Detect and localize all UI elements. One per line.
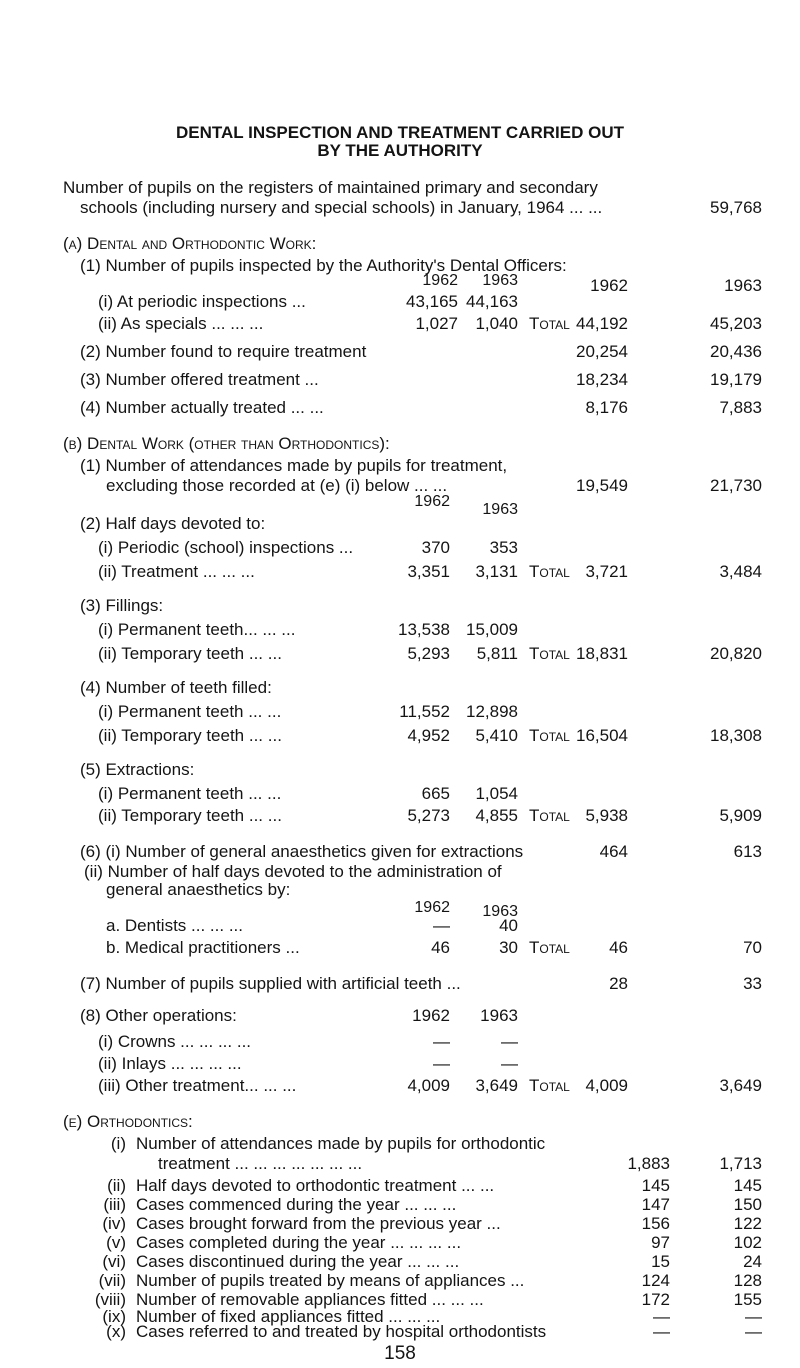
- b-q2-total-1963: 3,484: [719, 562, 762, 581]
- section-b-heading: (b) Dental Work (other than Orthodontics):: [63, 434, 390, 453]
- e-row-label: Half days devoted to orthodontic treatment ... ...: [136, 1176, 495, 1195]
- b-q5-total-label: Total: [529, 806, 570, 825]
- section-a-heading: (a) Dental and Orthodontic Work:: [63, 234, 317, 253]
- b-q2-i-1962: 370: [421, 538, 450, 557]
- e-row-1962: —: [653, 1306, 670, 1326]
- b-q8-ii-label: (ii) Inlays ... ... ... ...: [98, 1054, 242, 1073]
- e-row-label: Cases completed during the year ... ... ... ...: [136, 1232, 462, 1252]
- a-i-label: (i) At periodic inspections ...: [98, 292, 306, 311]
- a-total-1963: 45,203: [710, 314, 762, 333]
- b-q2-label: (2) Half days devoted to:: [80, 514, 266, 533]
- a-col-1962: 1962: [422, 272, 458, 289]
- page-number: 158: [384, 1343, 416, 1364]
- b-q4-total-label: Total: [529, 726, 570, 745]
- b-q4-ii-label: (ii) Temporary teeth ... ...: [98, 726, 282, 745]
- b-q7-1963: 33: [743, 974, 762, 993]
- e-row-label: Number of fixed appliances fitted ... ... ...: [136, 1306, 441, 1326]
- a-q3-1963: 19,179: [710, 370, 762, 389]
- b-q5-i-1962: 665: [421, 784, 450, 803]
- b-q6-a-1962: —: [433, 916, 450, 935]
- b-q8-total-1962: 4,009: [585, 1076, 628, 1095]
- e-row-1963: 102: [733, 1232, 762, 1252]
- b-q4-total-1963: 18,308: [710, 726, 762, 745]
- a-q1-label: (1) Number of pupils inspected by the Authority's Dental Officers:: [80, 256, 567, 275]
- e-row-num: (iv): [102, 1213, 126, 1233]
- a-q2-1962: 20,254: [576, 342, 628, 361]
- e-row-1963: 145: [733, 1176, 762, 1195]
- e-row-num: (i): [110, 1134, 126, 1153]
- page-subtitle: BY THE AUTHORITY: [317, 141, 483, 160]
- b-q5-i-1963: 1,054: [475, 784, 518, 803]
- b-q2-ii-1963: 3,131: [475, 562, 518, 581]
- b-q5-ii-1963: 4,855: [475, 806, 518, 825]
- b-q4-ii-1962: 4,952: [407, 726, 450, 745]
- e-row-1962: 172: [641, 1289, 670, 1309]
- intro-value: 59,768: [710, 198, 762, 217]
- b-q6-b-1962: 46: [431, 938, 450, 957]
- e-row-num: (ii): [107, 1176, 126, 1195]
- e-row-1963: 24: [743, 1251, 762, 1271]
- e-row-1962: 1,883: [627, 1154, 670, 1173]
- b-q8-total-label: Total: [529, 1076, 570, 1095]
- b-q1-line-2: excluding those recorded at (e) (i) below ... ...: [106, 476, 448, 495]
- b-q2-i-label: (i) Periodic (school) inspections ...: [98, 538, 354, 557]
- a-q4-label: (4) Number actually treated ... ...: [80, 398, 324, 417]
- e-row-label: Cases discontinued during the year ... ... ...: [136, 1251, 460, 1271]
- b-q4-i-label: (i) Permanent teeth ... ...: [98, 702, 282, 721]
- b-q3-i-label: (i) Permanent teeth... ... ...: [98, 620, 296, 639]
- b-q3-ii-label: (ii) Temporary teeth ... ...: [98, 644, 282, 663]
- a-i-1963: 44,163: [466, 292, 518, 311]
- a-q2-label: (2) Number found to require treatment: [80, 342, 367, 361]
- b-q4-i-1962: 11,552: [399, 702, 450, 721]
- e-row-num: (vii): [98, 1270, 126, 1290]
- a-ii-1963: 1,040: [475, 314, 518, 333]
- b-q8-col-1963: 1963: [480, 1006, 518, 1025]
- b-q5-ii-label: (ii) Temporary teeth ... ...: [98, 806, 282, 825]
- b-col-1962: 1962: [414, 493, 450, 510]
- a-q4-1963: 7,883: [719, 398, 762, 417]
- b-q3-ii-1963: 5,811: [476, 644, 518, 663]
- a-col-1963: 1963: [482, 272, 518, 289]
- b-q8-iii-1963: 3,649: [475, 1076, 518, 1095]
- b-q1-1962: 19,549: [576, 476, 628, 495]
- b-q3-total-1963: 20,820: [710, 644, 762, 663]
- a-ii-label: (ii) As specials ... ... ...: [98, 314, 264, 333]
- b-q6-b-label: b. Medical practitioners ...: [106, 938, 300, 957]
- b-q4-ii-1963: 5,410: [475, 726, 518, 745]
- b-q1-1963: 21,730: [710, 476, 762, 495]
- b-q6-b-1963: 30: [499, 938, 518, 957]
- b-q8-col-1962: 1962: [412, 1006, 450, 1025]
- b-q4-label: (4) Number of teeth filled:: [80, 678, 272, 697]
- a-q4-1962: 8,176: [585, 398, 628, 417]
- b-q6-i-1962: 464: [599, 842, 628, 861]
- b-q3-label: (3) Fillings:: [80, 596, 164, 615]
- b-q6-a-label: a. Dentists ... ... ...: [106, 916, 243, 935]
- e-row-num: (x): [106, 1322, 126, 1341]
- b-q5-label: (5) Extractions:: [80, 760, 195, 779]
- b-q5-total-1963: 5,909: [719, 806, 762, 825]
- b-q8-label: (8) Other operations:: [80, 1006, 237, 1025]
- b-q6-total-1962: 46: [609, 938, 628, 957]
- b-q5-i-label: (i) Permanent teeth ... ...: [98, 784, 282, 803]
- b-col-1963: 1963: [482, 501, 518, 518]
- e-row-label-2: treatment ... ... ... ... ... ... ...: [158, 1154, 363, 1173]
- b-q5-total-1962: 5,938: [585, 806, 628, 825]
- b-q3-i-1963: 15,009: [466, 620, 518, 639]
- e-row-1962: —: [653, 1322, 670, 1341]
- a-total-col-1963: 1963: [724, 276, 762, 295]
- e-row-1963: 1,713: [719, 1154, 762, 1173]
- b-q6-a-1963: 40: [499, 916, 518, 935]
- b-q6-i-1963: 613: [733, 842, 762, 861]
- page-title: DENTAL INSPECTION AND TREATMENT CARRIED OUT: [176, 123, 624, 142]
- e-row-1963: 155: [733, 1289, 762, 1309]
- b-q2-total-1962: 3,721: [585, 562, 628, 581]
- e-row-1962: 124: [641, 1270, 670, 1290]
- a-i-1962: 43,165: [406, 292, 458, 311]
- a-ii-1962: 1,027: [415, 314, 458, 333]
- b-q7-1962: 28: [609, 974, 628, 993]
- e-row-label: Number of removable appliances fitted ... ... ...: [136, 1289, 484, 1309]
- a-q3-label: (3) Number offered treatment ...: [80, 370, 319, 389]
- e-row-num: (ix): [102, 1306, 126, 1326]
- b-q4-total-1962: 16,504: [576, 726, 628, 745]
- e-row-1962: 145: [641, 1176, 670, 1195]
- e-row-num: (vi): [102, 1251, 126, 1271]
- e-row-label: Cases brought forward from the previous year ...: [136, 1213, 501, 1233]
- b-q3-ii-1962: 5,293: [407, 644, 450, 663]
- a-q3-1962: 18,234: [576, 370, 628, 389]
- b-q6-ii-line-2: general anaesthetics by:: [106, 880, 291, 899]
- b-q3-total-1962: 18,831: [576, 644, 628, 663]
- e-row-1962: 15: [651, 1251, 670, 1271]
- b-q6-ii-line-1: (ii) Number of half days devoted to the administration of: [84, 862, 502, 881]
- b-q3-i-1962: 13,538: [398, 620, 450, 639]
- b-q6-total-label: Total: [529, 938, 570, 957]
- b-q7-label: (7) Number of pupils supplied with artificial teeth ...: [80, 974, 461, 993]
- a-q2-1963: 20,436: [710, 342, 762, 361]
- b-q8-total-1963: 3,649: [719, 1076, 762, 1095]
- e-row-1962: 147: [641, 1194, 670, 1214]
- b-q8-ii-1963: —: [501, 1054, 518, 1073]
- e-row-1963: 122: [733, 1213, 762, 1233]
- e-row-1963: 128: [733, 1270, 762, 1290]
- e-row-1962: 156: [641, 1213, 670, 1233]
- b-q2-ii-1962: 3,351: [407, 562, 450, 581]
- b-q8-i-1963: —: [501, 1032, 518, 1051]
- b-q6-i-label: (6) (i) Number of general anaesthetics given for extractions: [80, 842, 524, 861]
- b-q2-total-label: Total: [529, 562, 570, 581]
- a-total-1962: 44,192: [576, 314, 628, 333]
- b-q5-ii-1962: 5,273: [407, 806, 450, 825]
- section-e-heading: (e) Orthodontics:: [63, 1112, 193, 1131]
- e-row-num: (viii): [94, 1289, 126, 1309]
- b-q2-i-1963: 353: [489, 538, 518, 557]
- a-ii-total-label: Total: [529, 314, 570, 333]
- a-total-col-1962: 1962: [590, 276, 628, 295]
- b-q8-ii-1962: —: [433, 1054, 450, 1073]
- b-q8-i-label: (i) Crowns ... ... ... ...: [98, 1032, 252, 1051]
- b-q2-ii-label: (ii) Treatment ... ... ...: [98, 562, 255, 581]
- b-q8-iii-label: (iii) Other treatment... ... ...: [98, 1076, 297, 1095]
- e-row-1963: 150: [733, 1194, 762, 1214]
- b-q6-col-1962: 1962: [414, 899, 450, 916]
- b-q4-i-1963: 12,898: [466, 702, 518, 721]
- e-row-label: Number of pupils treated by means of appliances ...: [136, 1270, 525, 1290]
- b-q6-col-1963: 1963: [482, 903, 518, 920]
- e-row-label: Cases referred to and treated by hospital orthodontists: [136, 1322, 547, 1341]
- e-row-1963: —: [745, 1322, 762, 1341]
- b-q3-total-label: Total: [529, 644, 570, 663]
- e-row-num: (v): [106, 1232, 126, 1252]
- e-row-num: (iii): [103, 1194, 126, 1214]
- e-row-1962: 97: [651, 1232, 670, 1252]
- b-q1-line-1: (1) Number of attendances made by pupils for treatment,: [80, 456, 508, 475]
- e-row-1963: —: [745, 1306, 762, 1326]
- intro-line-1: Number of pupils on the registers of maintained primary and secondary: [63, 178, 598, 197]
- b-q6-total-1963: 70: [743, 938, 762, 957]
- b-q8-i-1962: —: [433, 1032, 450, 1051]
- e-row-label: Number of attendances made by pupils for orthodontic: [136, 1134, 546, 1153]
- b-q8-iii-1962: 4,009: [407, 1076, 450, 1095]
- intro-line-2: schools (including nursery and special schools) in January, 1964 ... ...: [80, 198, 603, 217]
- e-row-label: Cases commenced during the year ... ... ...: [136, 1194, 457, 1214]
